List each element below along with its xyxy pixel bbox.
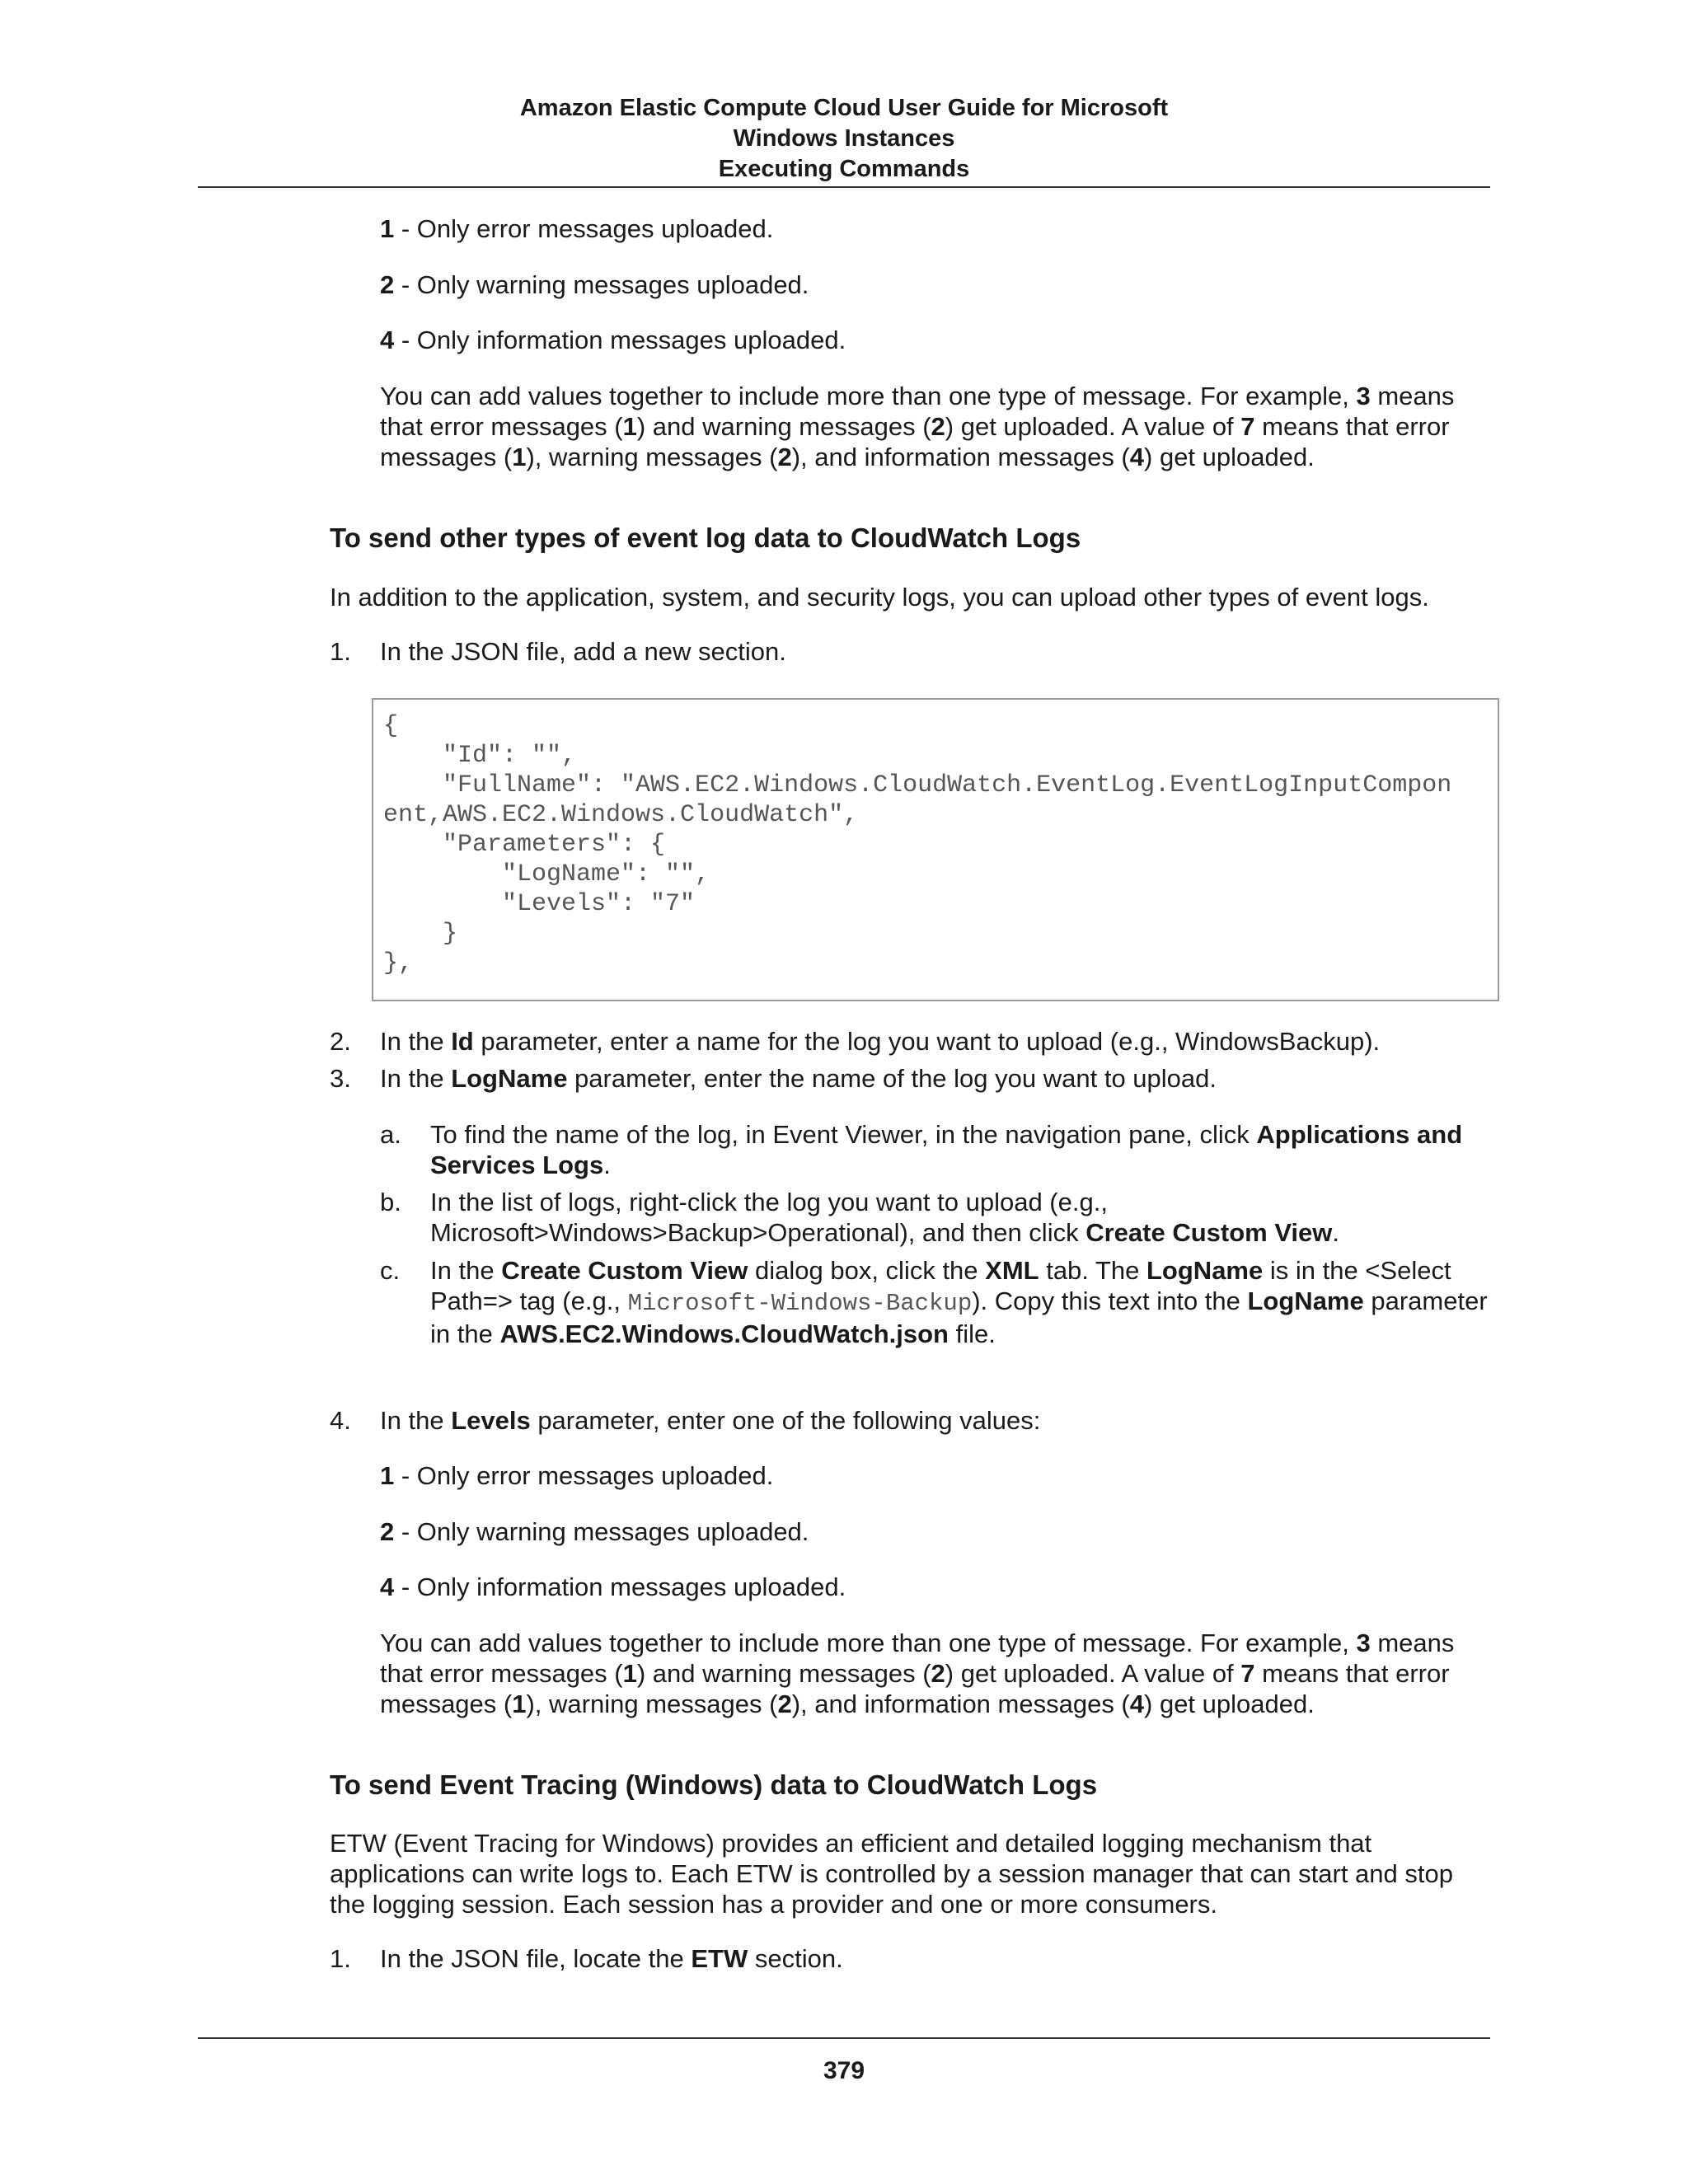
level-item: 1 - Only error messages uploaded. (380, 214, 774, 243)
step-number: 1. (330, 637, 351, 666)
combine-note: You can add values together to include more than one type of message. For example, 3 means that error messages (1) and warning messages (2) get uploaded. A value of 7 means that error messages (1), warning messages (2), and information messages (4) get uploaded. (380, 382, 1455, 471)
substep-letter: c. (380, 1256, 401, 1285)
header-section-title: Executing Commands (718, 156, 970, 182)
code-block (372, 698, 1499, 1001)
footer-rule (198, 2037, 1490, 2039)
section-heading: To send Event Tracing (Windows) data to CloudWatch Logs (330, 1769, 1098, 1800)
step-text: In the JSON file, add a new section. (380, 637, 786, 666)
step-text: In the Levels parameter, enter one of the following values: (380, 1406, 1041, 1435)
substep-letter: b. (380, 1188, 401, 1216)
level-item: 4 - Only information messages uploaded. (380, 1572, 846, 1601)
level-item: 2 - Only warning messages uploaded. (380, 1517, 809, 1546)
step-number: 3. (330, 1064, 351, 1093)
header-title-line2: Windows Instances (733, 125, 955, 152)
section-intro: ETW (Event Tracing for Windows) provides an efficient and detailed logging mechanism that applications can write logs to. Each ETW is controlled by a session manager that can start and stop the logging session. Each session has a provider and one or more consumers. (330, 1829, 1453, 1919)
level-item: 4 - Only information messages uploaded. (380, 326, 846, 354)
substep-text: In the list of logs, right-click the log you want to upload (e.g., Microsoft>Windows>Backup>Operational), and then click Create Custom View. (430, 1188, 1340, 1247)
substep-letter: a. (380, 1120, 401, 1149)
section-heading: To send other types of event log data to CloudWatch Logs (330, 523, 1081, 553)
page-number: 379 (823, 2057, 865, 2084)
level-item: 1 - Only error messages uploaded. (380, 1461, 774, 1490)
section-intro: In addition to the application, system, and security logs, you can upload other types of event logs. (330, 583, 1429, 612)
level-item: 2 - Only warning messages uploaded. (380, 270, 809, 299)
step-text: In the JSON file, locate the ETW section. (380, 1944, 843, 1973)
step-text: In the Id parameter, enter a name for the log you want to upload (e.g., WindowsBackup). (380, 1027, 1381, 1056)
step-number: 2. (330, 1027, 351, 1056)
header-rule (198, 186, 1490, 188)
substep-text: In the Create Custom View dialog box, click the XML tab. The LogName is in the <Select Path=> tag (e.g., Microsoft-Windows-Backup). Copy this text into the LogName parameter in the AWS.EC2.Windows.CloudWatch.json file. (430, 1256, 1488, 1348)
header-title-line1: Amazon Elastic Compute Cloud User Guide for Microsoft (519, 95, 1169, 121)
running-header (198, 93, 1490, 185)
code-listing: { "Id": "", "FullName": "AWS.EC2.Windows.CloudWatch.EventLog.EventLogInputCompon ent,AWS.EC2.Windows.CloudWatch", "Parameters": { "LogName": "", "Levels": "7" } }, (383, 712, 1452, 977)
combine-note: You can add values together to include more than one type of message. For example, 3 means that error messages (1) and warning messages (2) get uploaded. A value of 7 means that error messages (1), warning messages (2), and information messages (4) get uploaded. (380, 1629, 1455, 1718)
step-number: 1. (330, 1944, 351, 1973)
step-text: In the LogName parameter, enter the name of the log you want to upload. (380, 1064, 1217, 1093)
substep-text: To find the name of the log, in Event Viewer, in the navigation pane, click Applications and Services Logs. (430, 1120, 1463, 1179)
step-number: 4. (330, 1406, 351, 1435)
